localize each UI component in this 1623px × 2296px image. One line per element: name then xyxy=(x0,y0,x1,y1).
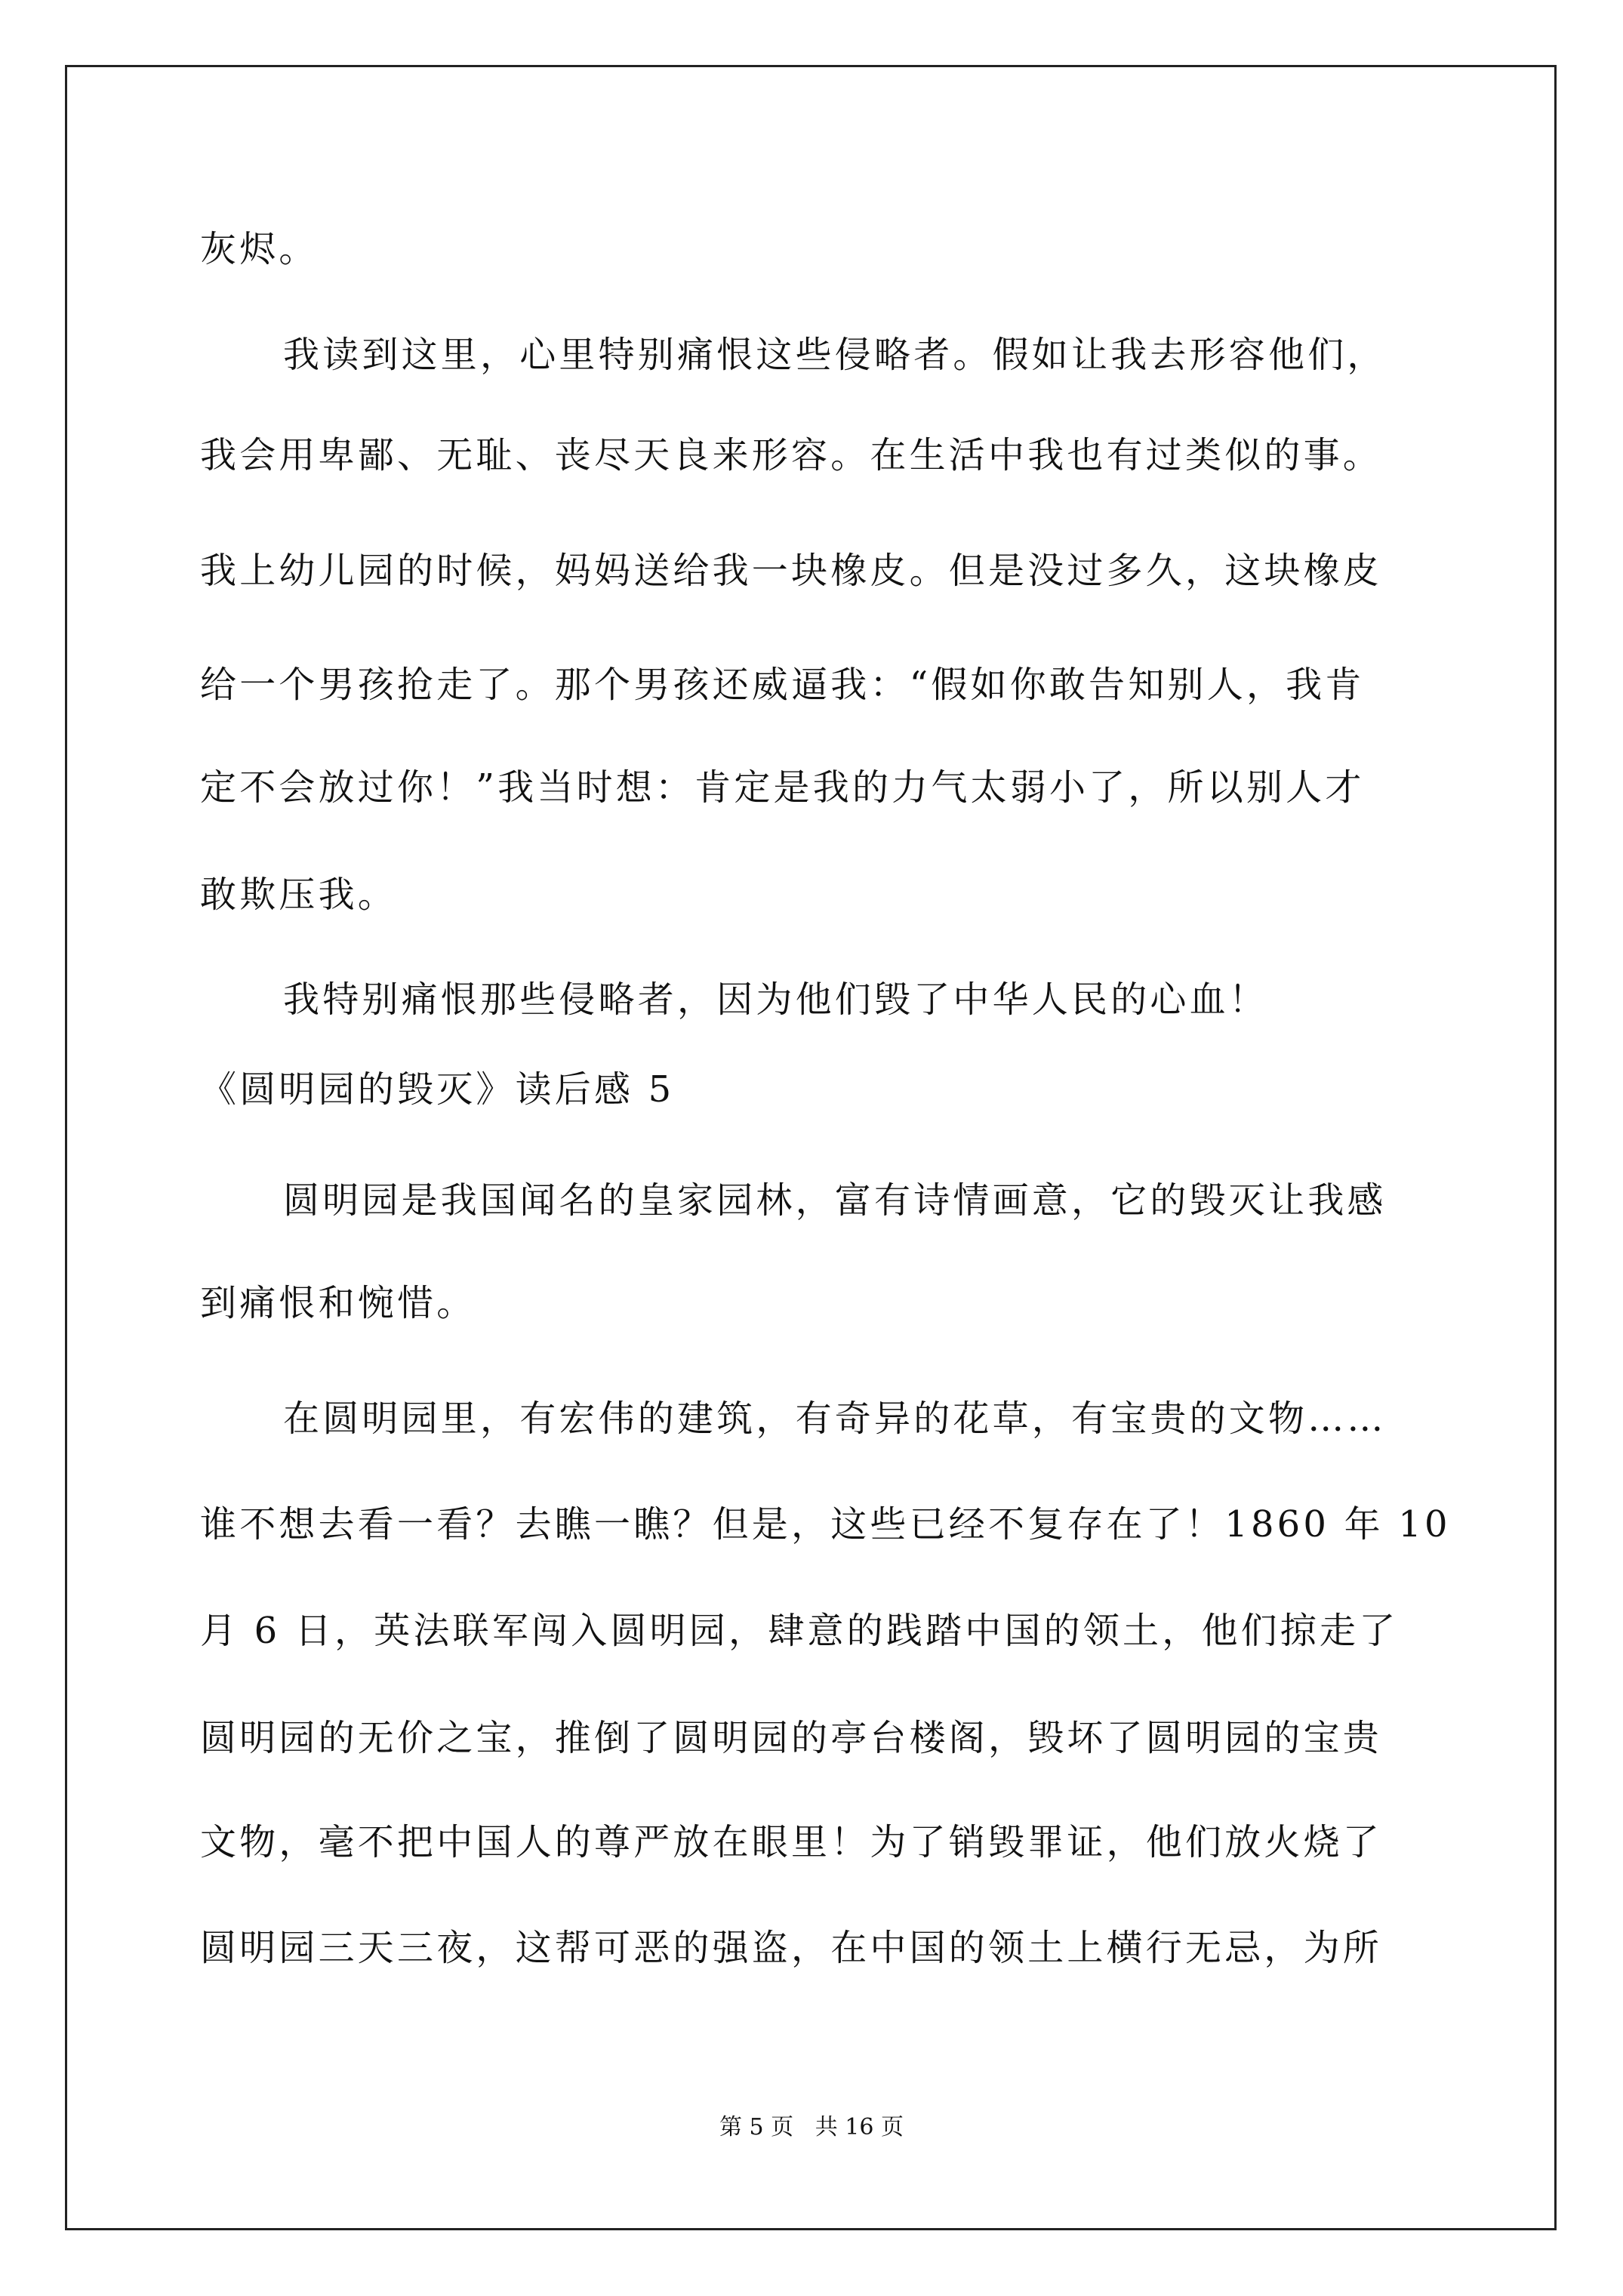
paragraph-start: 圆明园是我国闻名的皇家园林，富有诗情画意，它的毁灭让我感 xyxy=(283,1179,1387,1222)
page-border xyxy=(65,65,1557,2230)
text-line: 圆明园三天三夜，这帮可恶的强盗，在中国的领土上横行无忌，为所 xyxy=(200,1927,1383,1969)
text-line: 我上幼儿园的时候，妈妈送给我一块橡皮。但是没过多久，这块橡皮 xyxy=(200,550,1383,592)
text-line: 我会用卑鄙、无耻、丧尽天良来形容。在生活中我也有过类似的事。 xyxy=(200,434,1383,476)
paragraph-start: 我读到这里，心里特别痛恨这些侵略者。假如让我去形容他们， xyxy=(283,334,1387,376)
text-line: 敢欺压我。 xyxy=(200,874,398,916)
page-number-footer: 第 5 页 共 16 页 xyxy=(719,2114,904,2140)
text-line: 圆明园的无价之宝，推倒了圆明园的亭台楼阁，毁坏了圆明园的宝贵 xyxy=(200,1717,1383,1759)
paragraph-start: 在圆明园里，有宏伟的建筑，有奇异的花草，有宝贵的文物…… xyxy=(283,1398,1387,1440)
text-line: 定不会放过你！”我当时想：肯定是我的力气太弱小了，所以别人才 xyxy=(200,766,1365,809)
text-line: 月 6 日，英法联军闯入圆明园，肆意的践踏中国的领土，他们掠走了 xyxy=(200,1610,1399,1652)
paragraph-start: 我特别痛恨那些侵略者，因为他们毁了中华人民的心血！ xyxy=(283,978,1269,1021)
text-line: 谁不想去看一看？去瞧一瞧？但是，这些已经不复存在了！1860 年 10 xyxy=(200,1503,1451,1546)
section-title: 《圆明园的毁灭》读后感 5 xyxy=(200,1068,675,1111)
text-line: 灰烬。 xyxy=(200,228,319,270)
text-line: 给一个男孩抢走了。那个男孩还威逼我：“假如你敢告知别人，我肯 xyxy=(200,664,1365,706)
text-line: 到痛恨和惋惜。 xyxy=(200,1282,476,1324)
text-line: 文物，毫不把中国人的尊严放在眼里！为了销毁罪证，他们放火烧了 xyxy=(200,1821,1383,1863)
